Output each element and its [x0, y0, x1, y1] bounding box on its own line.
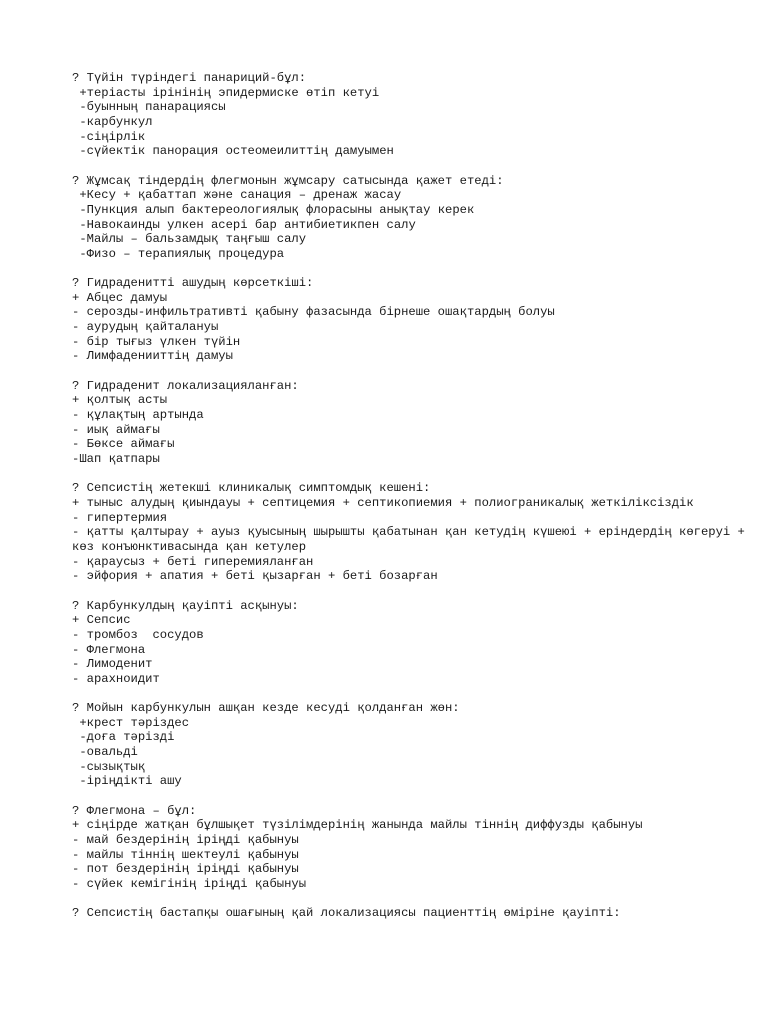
answer-option: -Майлы – бальзамдық таңғыш салу	[72, 232, 307, 247]
answer-option: - құлақтың артында	[72, 408, 204, 423]
question-text: ? Жұмсақ тіндердің флегмонын жұмсару сатысында қажет етеді:	[72, 173, 504, 188]
question-block-6	[72, 599, 752, 687]
answer-option: +теріасты ірінінің эпидермиске өтіп кетуі	[72, 85, 380, 100]
answer-option: - арахноидит	[72, 671, 160, 686]
answer-option: - сүйек кемігінің іріңді қабынуы	[72, 876, 307, 891]
answer-option: - серозды-инфильтративті қабыну фазасында бірнеше ошақтардың болуы	[72, 305, 555, 320]
question-text: ? Гидраденит локализацияланған:	[72, 378, 299, 393]
answer-option: + Абцес дамуы	[72, 290, 168, 305]
answer-option: -доға тәрізді	[72, 730, 175, 745]
answer-option: - тромбоз сосудов	[72, 627, 204, 642]
question-text: ? Флегмона – бұл:	[72, 803, 197, 818]
answer-option: - қараусыз + беті гиперемияланған	[72, 554, 314, 569]
answer-option: + сіңірде жатқан бұлшықет түзілімдерінің жанында майлы тіннің диффузды қабынуы	[72, 818, 643, 833]
question-block-1	[72, 71, 752, 159]
question-block-9	[72, 906, 752, 921]
answer-option: -буынның панарациясы	[72, 100, 226, 115]
answer-option: -сіңірлік	[72, 129, 146, 144]
question-block-3	[72, 276, 752, 364]
question-text: ? Сепсистің бастапқы ошағының қай локализациясы пациенттің өміріне қауіпті:	[72, 906, 621, 921]
answer-option: - пот бездерінің іріңді қабынуы	[72, 862, 299, 877]
answer-option: - қатты қалтырау + ауыз қуысының шырышты қабатынан қан кетудің күшеюі + еріндердің көгеруі + көз конъюнктивасында қан кетулер	[72, 525, 753, 554]
answer-option: + тыныс алудың қиындауы + септицемия + септикопиемия + полиограникалық жеткіліксіздік	[72, 495, 694, 510]
answer-option: - гипертермия	[72, 510, 168, 525]
question-block-8	[72, 804, 752, 892]
answer-option: -сызықтық	[72, 759, 146, 774]
question-block-5	[72, 481, 752, 584]
answer-option: + қолтық асты	[72, 393, 168, 408]
question-block-4	[72, 379, 752, 467]
answer-option: - майлы тіннің шектеулі қабынуы	[72, 847, 299, 862]
answer-option: -Шап қатпары	[72, 452, 160, 467]
question-block-7	[72, 701, 752, 789]
answer-option: -іріңдікті ашу	[72, 774, 182, 789]
answer-option: - иық аймағы	[72, 422, 160, 437]
answer-option: -карбункул	[72, 114, 153, 129]
question-text: ? Мойын карбункулын ашқан кезде кесуді қолданған жөн:	[72, 701, 460, 716]
question-text: ? Түйін түріндегі панариций-бұл:	[72, 71, 307, 85]
answer-option: +крест тәріздес	[72, 715, 190, 730]
answer-option: -овальді	[72, 745, 138, 760]
answer-option: +Кесу + қабаттап және санация – дренаж жасау	[72, 188, 402, 203]
answer-option: - Флегмона	[72, 642, 146, 657]
answer-option: -сүйектік панорация остеомеилиттің дамуымен	[72, 144, 394, 159]
answer-option: -Физо – терапиялық процедура	[72, 246, 285, 261]
document-body	[72, 71, 752, 936]
question-text: ? Карбункулдың қауіпті асқынуы:	[72, 598, 299, 613]
answer-option: -Пункция алып бактереологиялық флорасыны анықтау керек	[72, 202, 475, 217]
answer-option: + Сепсис	[72, 613, 131, 628]
answer-option: - Лимфаденииттің дамуы	[72, 349, 233, 364]
question-text: ? Сепсистің жетекші клиникалық симптомдық кешені:	[72, 481, 431, 496]
answer-option: - эйфория + апатия + беті қызарған + беті бозарған	[72, 569, 438, 584]
answer-option: - май бездерінің іріңді қабынуы	[72, 833, 299, 848]
question-block-2	[72, 174, 752, 262]
question-text: ? Гидраденитті ашудың көрсеткіші:	[72, 276, 314, 291]
answer-option: - Бөксе аймағы	[72, 437, 175, 452]
answer-option: - Лимоденит	[72, 657, 153, 672]
answer-option: - бір тығыз үлкен түйін	[72, 334, 241, 349]
answer-option: - аурудың қайталануы	[72, 320, 219, 335]
answer-option: -Навокаинды улкен асері бар антибиетикпен салу	[72, 217, 416, 232]
